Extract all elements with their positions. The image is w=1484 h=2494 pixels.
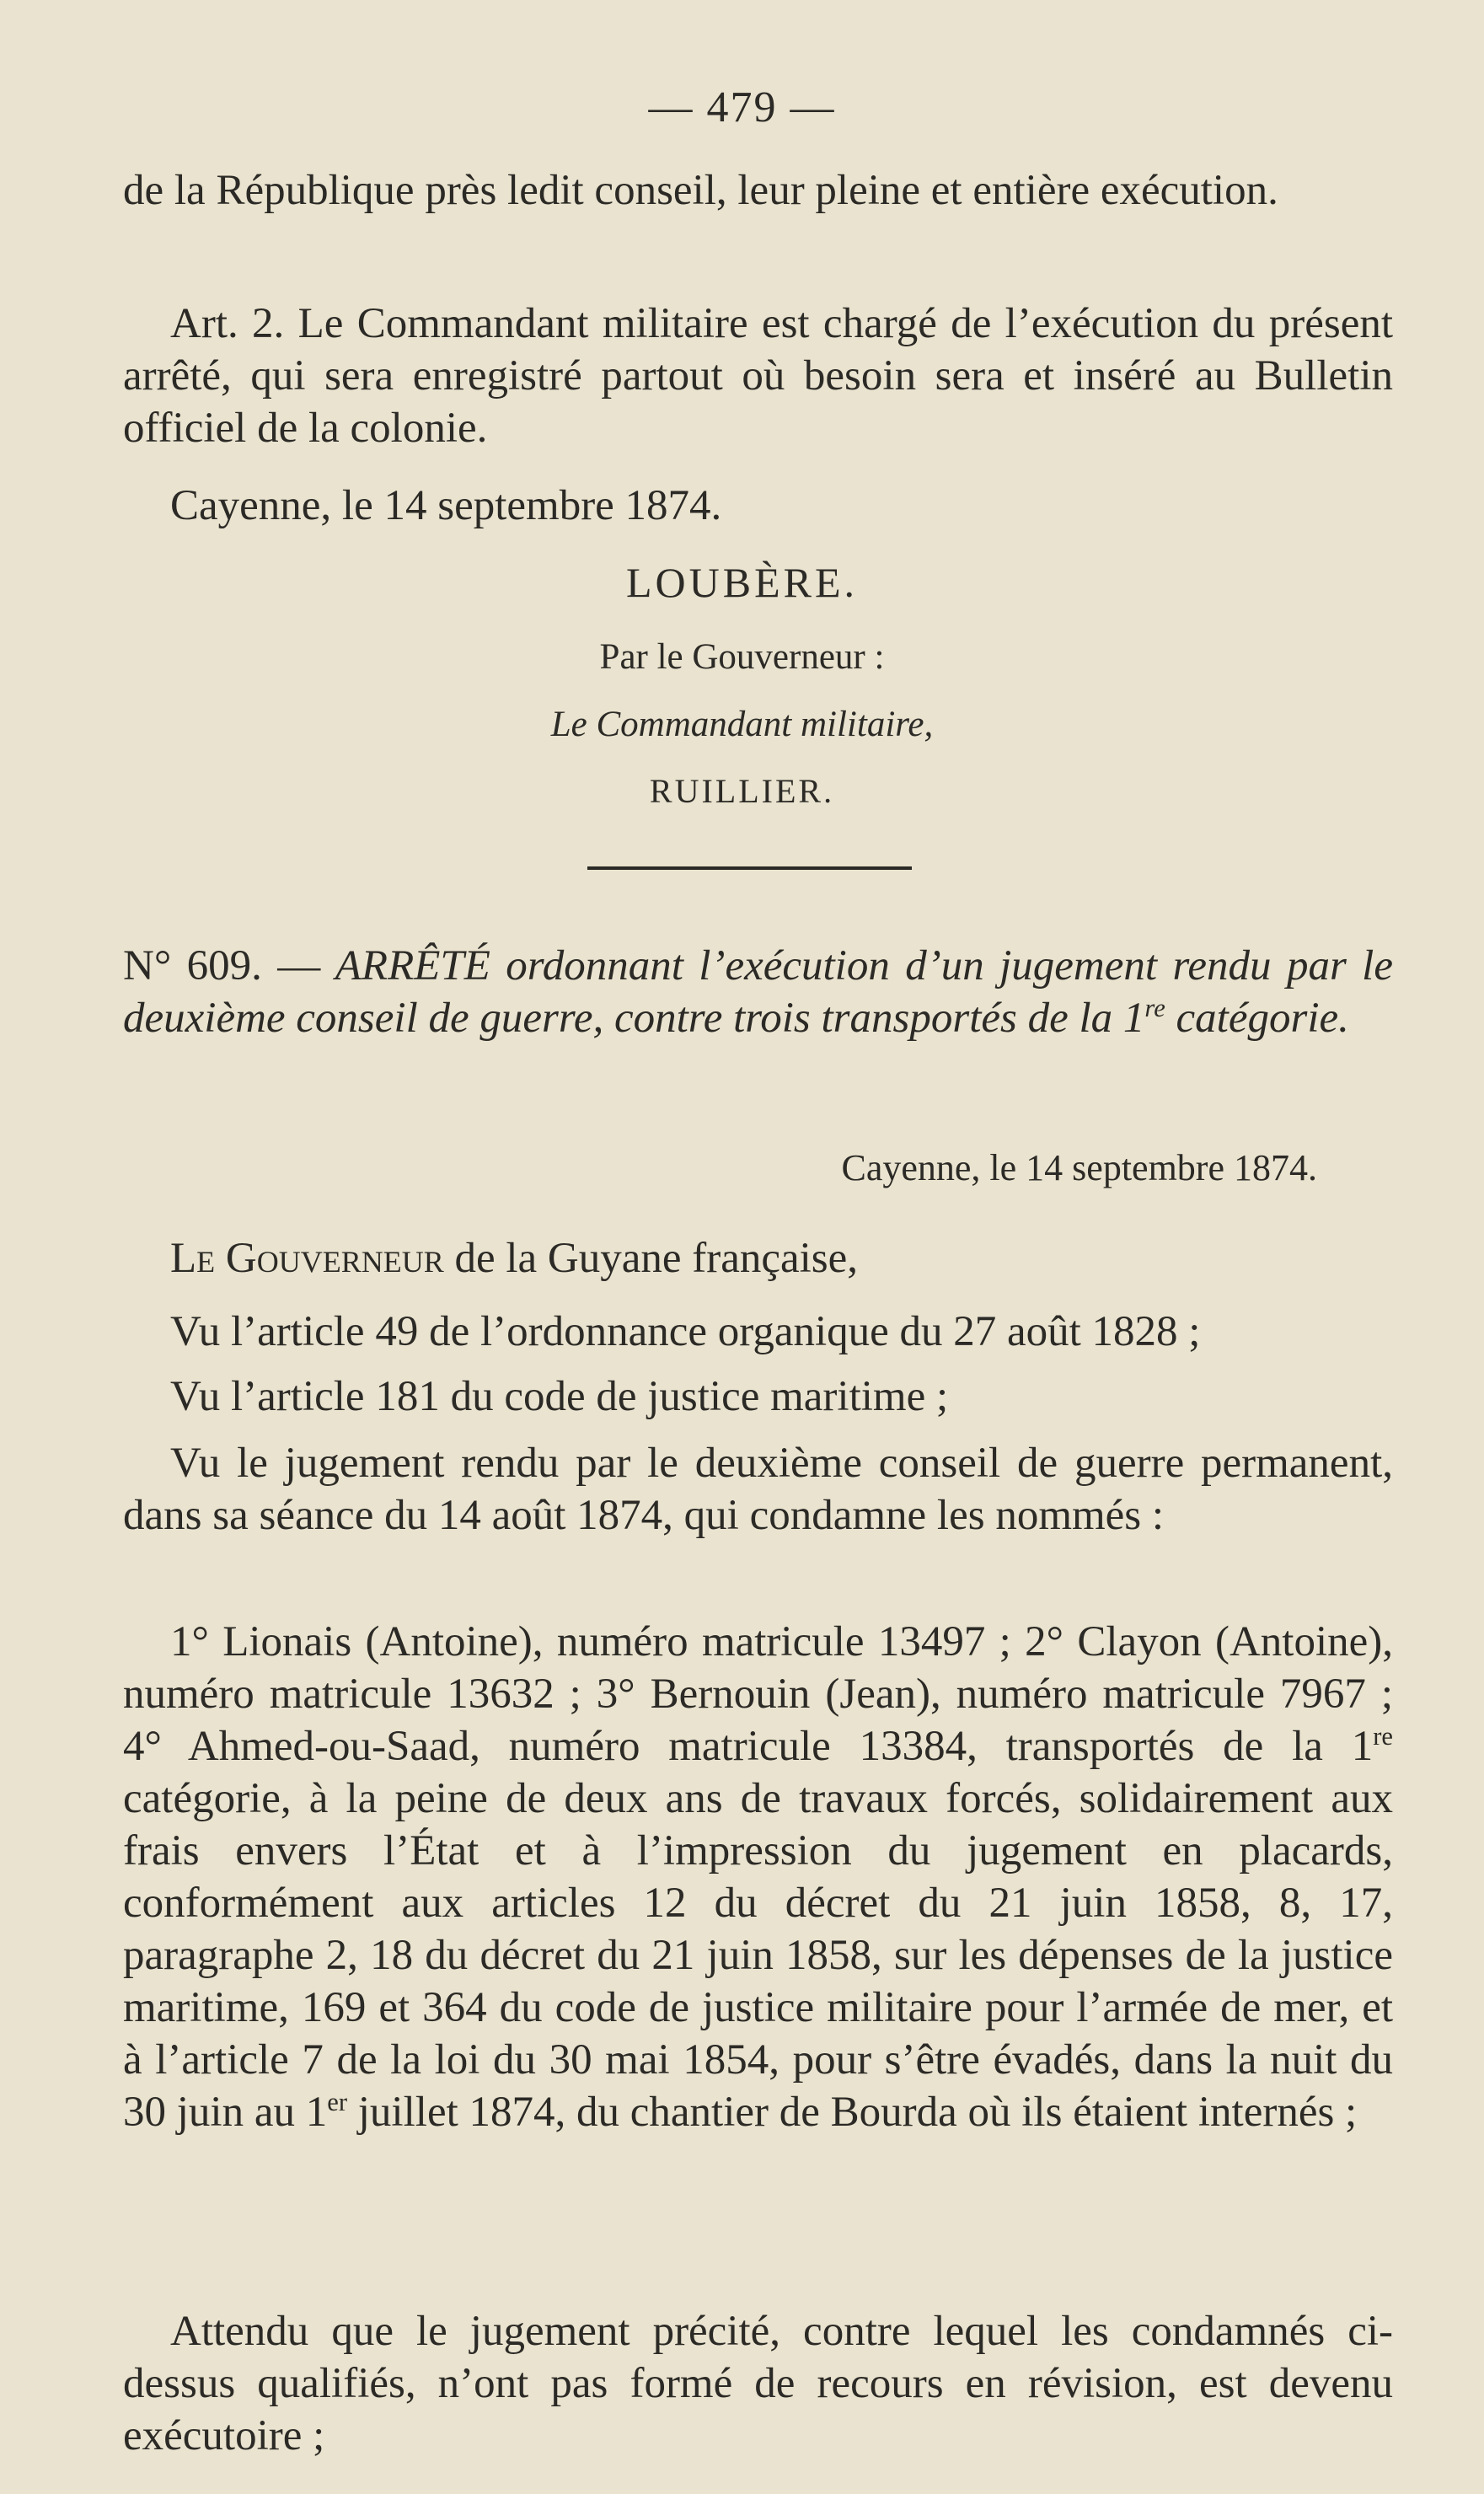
- continuation-paragraph: de la République près ledit conseil, leur pleine et entière exécution.: [123, 167, 1278, 214]
- governor-rest: de la Guyane française,: [443, 1235, 859, 1282]
- list-superscript-2: er: [327, 2088, 348, 2116]
- decree-date: Cayenne, le 14 septembre 1874.: [841, 1147, 1317, 1188]
- governor-line: [123, 1232, 1393, 1285]
- vu-paragraph-1: Vu l’article 49 de l’ordonnance organique du 27 août 1828 ;: [170, 1308, 1201, 1355]
- list-part-1: 1° Lionais (Antoine), numéro matricule 13497 ; 2° Clayon (Antoine), numéro matricule 13632 ; 3° Bernouin (Jean), numéro matricule 7967 ; 4° Ahmed-ou-Saad, numéro matricule 13384, transportés de la 1: [123, 1618, 1393, 1770]
- decree-title: [123, 940, 1393, 1044]
- governor-title: Le Gouverneur: [170, 1235, 444, 1282]
- signature-role: Le Commandant militaire,: [550, 705, 934, 744]
- decree-number: N° 609. —: [123, 942, 321, 990]
- signature-by-line: Par le Gouverneur :: [599, 637, 885, 677]
- list-part-3: juillet 1874, du chantier de Bourda où ils étaient internés ;: [347, 2089, 1358, 2136]
- decree-title-superscript: re: [1144, 994, 1165, 1022]
- attendu-paragraph: Attendu que le jugement précité, contre lequel les condamnés ci-dessus qualifiés, n’ont pas formé de recours en révision, est devenu exécutoire ;: [123, 2308, 1393, 2459]
- decree-title-end: catégorie.: [1165, 995, 1349, 1042]
- page-number: — 479 —: [648, 83, 836, 131]
- signature-name: LOUBÈRE.: [625, 559, 859, 606]
- section-divider: [587, 866, 912, 870]
- decree-title-text: ARRÊTÉ ordonnant l’exécution d’un jugement rendu par le deuxième conseil de guerre, contre trois transportés de la 1: [123, 942, 1393, 1042]
- countersignature-name: RUILLIER.: [649, 772, 835, 810]
- vu-paragraph-3: Vu le jugement rendu par le deuxième conseil de guerre permanent, dans sa séance du 14 août 1874, qui condamne les nommés :: [123, 1440, 1393, 1539]
- article-2-paragraph: Art. 2. Le Commandant militaire est chargé de l’exécution du présent arrêté, qui sera enregistré partout où besoin sera et inséré au Bulletin officiel de la colonie.: [123, 300, 1393, 452]
- vu-paragraph-2: Vu l’article 181 du code de justice maritime ;: [170, 1373, 949, 1420]
- list-superscript-1: re: [1373, 1722, 1393, 1751]
- list-part-2: catégorie, à la peine de deux ans de travaux forcés, solidairement aux frais envers l’État et à l’impression du jugement en placards, conformément aux articles 12 du décret du 21 juin 1858, 8, 17, paragraphe 2, 18 du décret du 21 juin 1858, sur les dépenses de la justice maritime, 169 et 364 du code de justice militaire pour l’armée de mer, et à l’article 7 de la loi du 30 mai 1854, pour s’être évadés, dans la nuit du 30 juin au 1: [123, 1775, 1393, 2136]
- condemned-list-paragraph: [123, 1616, 1393, 2138]
- place-date-line: Cayenne, le 14 septembre 1874.: [170, 482, 722, 529]
